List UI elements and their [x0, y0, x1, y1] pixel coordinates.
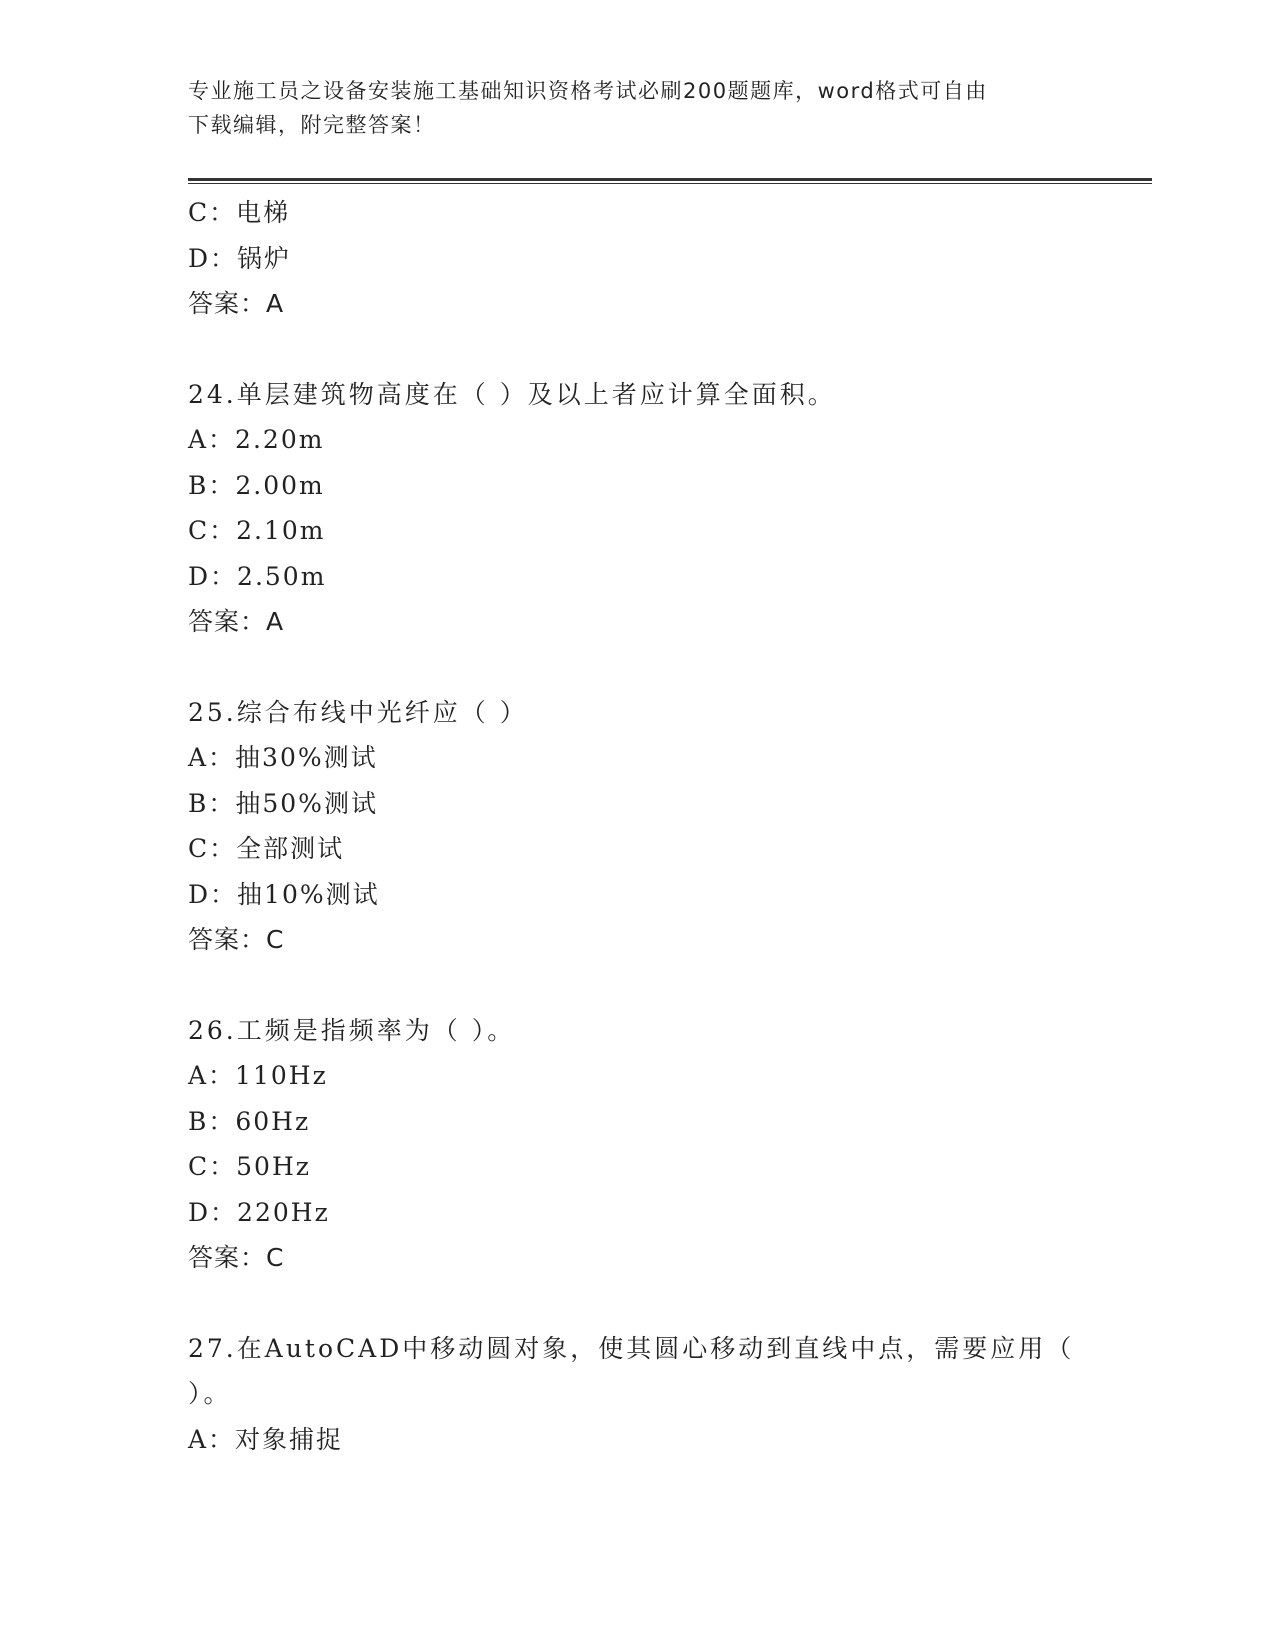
question-list — [188, 190, 1088, 1462]
option-a: A：对象捕捉 — [188, 1424, 344, 1454]
option-d: D：2.50m — [188, 561, 327, 591]
question-25 — [188, 690, 1088, 963]
question-26 — [188, 1008, 1088, 1281]
header-divider-thick — [188, 178, 1152, 181]
prev-question-option-d: D：锅炉 — [188, 243, 292, 273]
option-a: A：110Hz — [188, 1061, 328, 1090]
option-a: A：2.20m — [188, 425, 325, 454]
spacer — [188, 963, 1088, 1008]
option-b: B：抽50%测试 — [188, 788, 378, 818]
option-d: D：220Hz — [188, 1197, 330, 1227]
option-c: C：全部测试 — [188, 834, 345, 863]
answer: 答案：A — [188, 607, 285, 636]
question-text-line-1: 27.在AutoCAD中移动圆对象，使其圆心移动到直线中点，需要应用（ — [188, 1333, 1075, 1363]
option-d: D：抽10%测试 — [188, 879, 380, 909]
option-c: C：2.10m — [188, 516, 326, 545]
header-title-line-2: 下载编辑，附完整答案！ — [188, 113, 436, 137]
question-text: 26.工频是指频率为（ ）。 — [188, 1015, 516, 1045]
header-divider-thin — [188, 183, 1152, 184]
option-a: A：抽30%测试 — [188, 743, 378, 772]
option-b: B：2.00m — [188, 470, 325, 500]
answer: 答案：C — [188, 925, 285, 954]
answer: 答案：C — [188, 1243, 285, 1272]
spacer — [188, 645, 1088, 690]
question-text-line-2: ）。 — [188, 1379, 232, 1408]
question-text: 25.综合布线中光纤应（ ） — [188, 697, 528, 727]
question-text: 24.单层建筑物高度在（ ）及以上者应计算全面积。 — [188, 379, 836, 409]
question-27 — [188, 1326, 1088, 1463]
header-title-line-1: 专业施工员之设备安装施工基础知识资格考试必刷200题题库，word格式可自由 — [188, 79, 988, 103]
spacer — [188, 1281, 1088, 1326]
prev-question-answer: 答案：A — [188, 289, 285, 318]
document-header — [188, 74, 1088, 142]
question-24 — [188, 372, 1088, 645]
option-c: C：50Hz — [188, 1152, 311, 1181]
option-b: B：60Hz — [188, 1106, 311, 1136]
spacer — [188, 327, 1088, 372]
prev-question-option-c: C：电梯 — [188, 198, 291, 227]
